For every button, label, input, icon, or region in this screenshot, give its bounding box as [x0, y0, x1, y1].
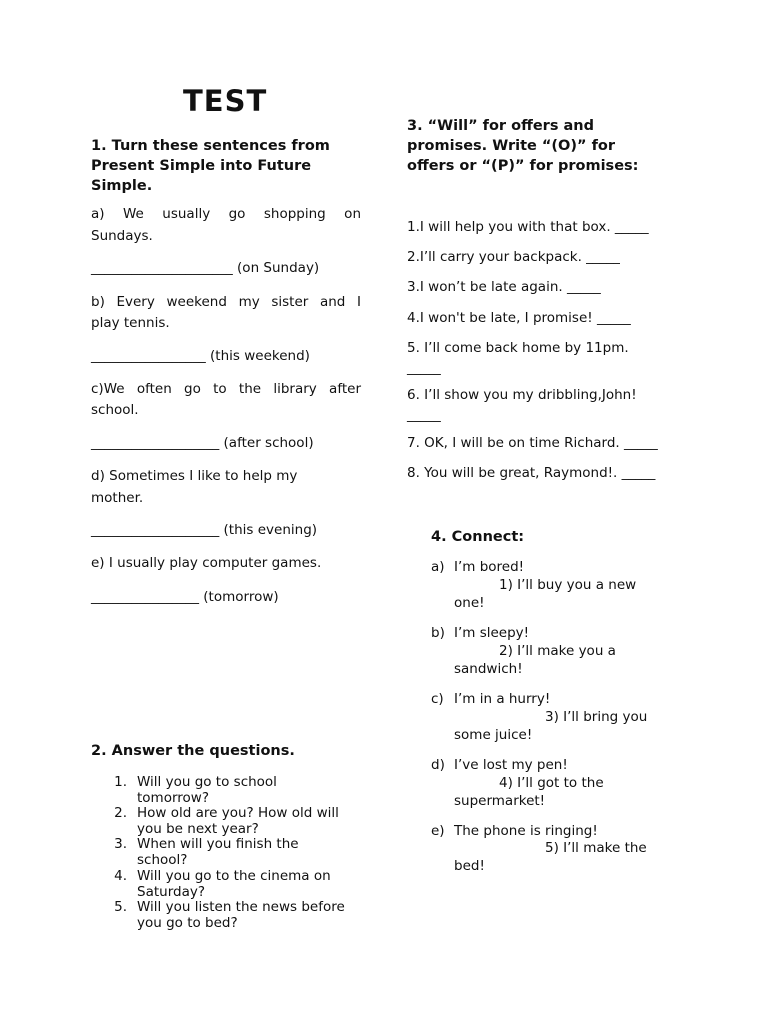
item-answer: 1) I’ll buy you a new [499, 577, 637, 593]
item-text: Saturday? [137, 884, 206, 900]
item-prompt: I’ve lost my pen! [454, 757, 568, 773]
exercise-1c-line2: school. [91, 402, 139, 418]
heading-line: offers or “(P)” for promises: [407, 158, 639, 174]
item-text: Will you go to the cinema on [137, 868, 331, 884]
offer-item-4: 4.I won't be late, I promise! _____ [407, 310, 631, 326]
exercise-1a-blank: _____________________ (on Sunday) [91, 260, 320, 276]
exercise-1d-line1: d) Sometimes I like to help my [91, 468, 298, 484]
item-answer: sandwich! [454, 661, 523, 677]
exercise-1a-line1: a) We usually go shopping on [91, 206, 361, 222]
item-prompt: I’m sleepy! [454, 625, 530, 641]
item-number: 4. [114, 868, 127, 884]
offer-item-2: 2.I’ll carry your backpack. _____ [407, 249, 620, 265]
exercise-1c-line1: c)We often go to the library after [91, 381, 361, 397]
item-number: 5. [114, 899, 127, 915]
item-number: 2. [114, 805, 127, 821]
heading-line: 3. “Will” for offers and [407, 118, 594, 134]
item-letter: d) [431, 757, 445, 773]
questions-list [91, 774, 371, 934]
exercise-1c-blank: ___________________ (after school) [91, 435, 314, 451]
heading-line: promises. Write “(O)” for [407, 138, 616, 154]
heading-line: Simple. [91, 178, 153, 194]
offer-item-3: 3.I won’t be late again. _____ [407, 279, 601, 295]
offer-item-7: 7. OK, I will be on time Richard. _____ [407, 435, 658, 451]
item-text: tomorrow? [137, 790, 209, 806]
section-2-heading: 2. Answer the questions. [91, 743, 295, 759]
item-letter: c) [431, 691, 444, 707]
exercise-1e-line1: e) I usually play computer games. [91, 555, 322, 571]
item-letter: a) [431, 559, 445, 575]
page-title: TEST [183, 84, 268, 118]
heading-line: 1. Turn these sentences from [91, 138, 330, 154]
exercise-1a-line2: Sundays. [91, 228, 153, 244]
offer-item-6: 6. I’ll show you my dribbling,John! [407, 387, 637, 403]
item-answer: one! [454, 595, 485, 611]
item-prompt: I’m bored! [454, 559, 525, 575]
item-number: 1. [114, 774, 127, 790]
offer-item-6-blank: _____ [407, 407, 441, 423]
exercise-1b-line2: play tennis. [91, 315, 170, 331]
offer-item-5-blank: _____ [407, 360, 441, 376]
item-answer: some juice! [454, 727, 533, 743]
offer-item-5: 5. I’ll come back home by 11pm. [407, 340, 629, 356]
item-letter: e) [431, 823, 445, 839]
item-text: you be next year? [137, 821, 259, 837]
item-prompt: I’m in a hurry! [454, 691, 551, 707]
item-text: When will you finish the [137, 836, 299, 852]
section-1-heading [91, 136, 371, 196]
exercise-1b-blank: _________________ (this weekend) [91, 348, 310, 364]
item-text: school? [137, 852, 188, 868]
exercise-1d-line2: mother. [91, 490, 144, 506]
item-answer: supermarket! [454, 793, 546, 809]
item-number: 3. [114, 836, 127, 852]
item-answer: 2) I’ll make you a [499, 643, 616, 659]
item-answer: bed! [454, 858, 485, 874]
exercise-1b-line1: b) Every weekend my sister and I [91, 294, 361, 310]
offer-item-8: 8. You will be great, Raymond!. _____ [407, 465, 656, 481]
item-text: Will you go to school [137, 774, 277, 790]
section-4-heading: 4. Connect: [431, 529, 525, 545]
item-text: you go to bed? [137, 915, 238, 931]
connect-list [431, 558, 691, 888]
offer-item-1: 1.I will help you with that box. _____ [407, 219, 649, 235]
item-answer: 4) I’ll got to the [499, 775, 604, 791]
section-3-heading [407, 116, 687, 176]
item-text: Will you listen the news before [137, 899, 345, 915]
item-answer: 3) I’ll bring you [545, 709, 648, 725]
item-letter: b) [431, 625, 445, 641]
item-prompt: The phone is ringing! [454, 823, 598, 839]
heading-line: Present Simple into Future [91, 158, 312, 174]
item-text: How old are you? How old will [137, 805, 339, 821]
exercise-1e-blank: ________________ (tomorrow) [91, 589, 279, 605]
item-answer: 5) I’ll make the [545, 840, 647, 856]
exercise-1d-blank: ___________________ (this evening) [91, 522, 318, 538]
